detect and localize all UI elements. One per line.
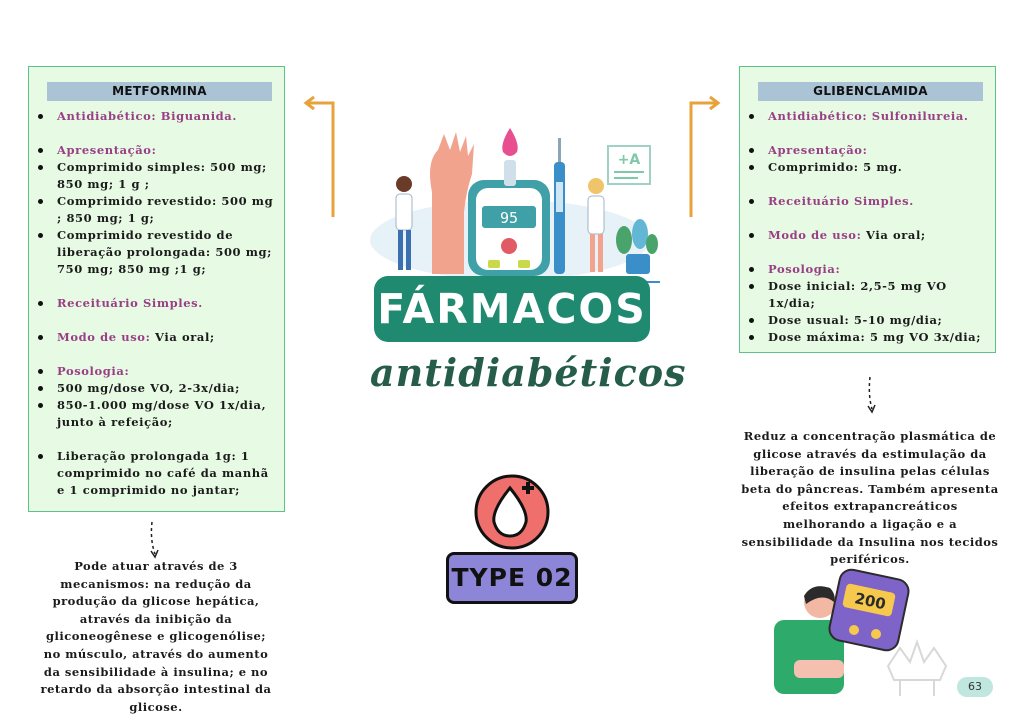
metformina-apresentacao-label: Apresentação: <box>31 142 281 159</box>
blood-drop-icon <box>472 472 552 552</box>
glibenclamida-apresentacao-item: Comprimido: 5 mg. <box>742 159 992 176</box>
glibenclamida-mechanism-note: Reduz a concentração plasmática de glicose através da estimulação da liberação de insulina pelas células beta do pâncreas. Também apresenta efeitos extrapancreáticos melhorando a ligação e a sensibilidade da Insulina nos tecidos periféricos. <box>741 429 999 567</box>
left-dashed-arrow-icon <box>146 520 166 560</box>
glibenclamida-list <box>742 108 992 346</box>
right-dashed-arrow-icon <box>864 375 884 415</box>
glucometer-display: 95 <box>499 209 519 227</box>
metformina-list <box>31 108 281 499</box>
metformina-card <box>28 66 285 512</box>
metformina-apresentacao-item: Comprimido revestido: 500 mg ; 850 mg; 1 g; <box>31 193 281 227</box>
glibenclamida-receituario: Receituário Simples. <box>742 193 992 210</box>
metformina-posologia-label: Posologia: <box>31 363 281 380</box>
page-title: FÁRMACOS <box>374 276 650 342</box>
metformina-mechanism-note: Pode atuar através de 3 mecanismos: na redução da produção da glicose hepática, através da inibição da gliconeogênese e glicogenólise; no músculo, através do aumento da sensibilidade à insulina; e no retardo da absorção intestinal da glicose. <box>40 559 272 714</box>
left-arrow-icon <box>300 95 340 215</box>
plant-icon <box>616 219 658 274</box>
page-subtitle: antidiabéticos <box>370 350 687 395</box>
metformina-posologia-item: 500 mg/dose VO, 2-3x/dia; <box>31 380 281 397</box>
glucometer-icon <box>468 128 550 276</box>
glibenclamida-posologia-item: Dose usual: 5-10 mg/dia; <box>742 312 992 329</box>
metformina-receituario: Receituário Simples. <box>31 295 281 312</box>
glibenclamida-posologia-item: Dose máxima: 5 mg VO 3x/dia; <box>742 329 992 346</box>
glibenclamida-posologia-label: Posologia: <box>742 261 992 278</box>
medical-chart-label: +A <box>617 152 641 168</box>
metformina-modo-value: Via oral; <box>150 330 215 344</box>
metformina-title: METFORMINA <box>47 82 272 101</box>
metformina-class-label: Antidiabético: <box>57 109 157 123</box>
medical-chart-icon <box>608 146 650 184</box>
glibenclamida-modo: Modo de uso: Via oral; <box>742 227 992 244</box>
insulin-pen-icon <box>554 138 565 274</box>
glibenclamida-card <box>739 66 996 353</box>
metformina-class-value: Biguanida. <box>156 109 237 123</box>
page-number: 63 <box>957 677 993 697</box>
metformina-modo <box>31 329 281 346</box>
metformina-modo-label: Modo de uso: <box>57 330 151 344</box>
glibenclamida-class: Antidiabético: Sulfonilureia. <box>742 108 992 125</box>
metformina-liberacao: Liberação prolongada 1g: 1 comprimido no café da manhã e 1 comprimido no jantar; <box>31 448 281 499</box>
glibenclamida-apresentacao-label: Apresentação: <box>742 142 992 159</box>
right-arrow-icon <box>688 95 728 215</box>
type-badge: TYPE 02 <box>446 552 578 604</box>
glibenclamida-posologia-item: Dose inicial: 2,5-5 mg VO 1x/dia; <box>742 278 992 312</box>
crown-watermark-icon <box>882 636 952 696</box>
metformina-posologia-item: 850-1.000 mg/dose VO 1x/dia, junto à refeição; <box>31 397 281 431</box>
diabetes-care-illustration <box>360 122 660 282</box>
metformina-class <box>31 108 281 125</box>
meter-display: 200 <box>853 589 888 614</box>
metformina-apresentacao-item: Comprimido revestido de liberação prolongada: 500 mg; 750 mg; 850 mg ;1 g; <box>31 227 281 278</box>
metformina-apresentacao-item: Comprimido simples: 500 mg; 850 mg; 1 g ; <box>31 159 281 193</box>
glibenclamida-title: GLIBENCLAMIDA <box>758 82 983 101</box>
